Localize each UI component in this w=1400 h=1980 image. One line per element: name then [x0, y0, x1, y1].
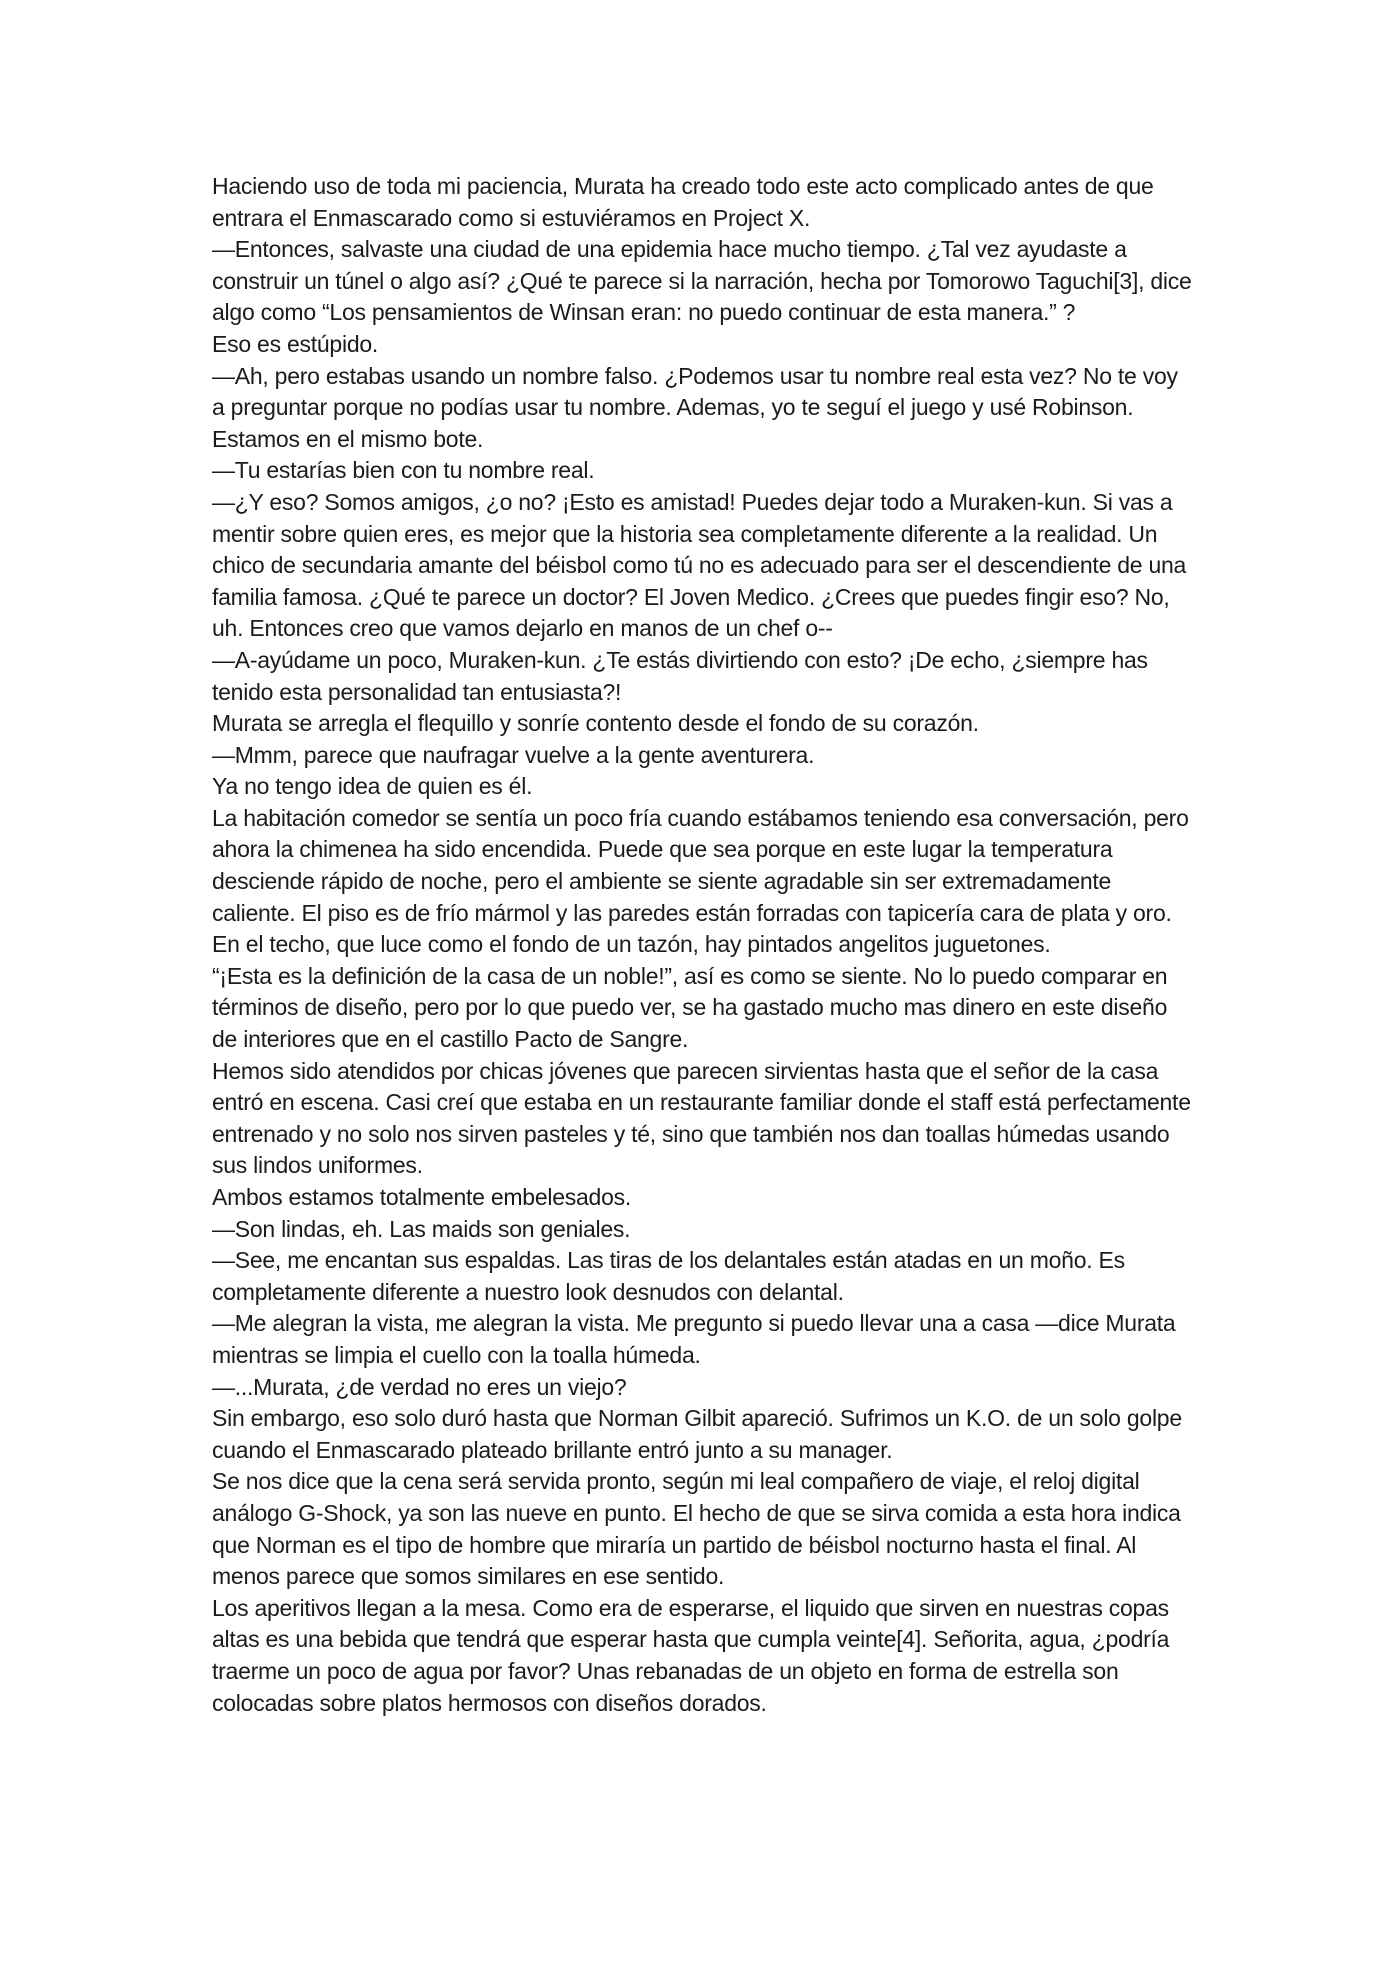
paragraph: Se nos dice que la cena será servida pronto, según mi leal compañero de viaje, el reloj digital análogo G-Shock, ya son las nueve en punto. El hecho de que se sirva comida a esta hora indica que Norman es el tipo de hombre que miraría un partido de béisbol nocturno hasta el final. Al menos parece que somos similares en ese sentido.: [212, 1468, 1181, 1590]
paragraph: —Son lindas, eh. Las maids son geniales.: [212, 1215, 631, 1242]
paragraph: Eso es estúpido.: [212, 330, 379, 357]
paragraph: Murata se arregla el flequillo y sonríe contento desde el fondo de su corazón.: [212, 710, 979, 737]
paragraph: Sin embargo, eso solo duró hasta que Norman Gilbit apareció. Sufrimos un K.O. de un solo golpe cuando el Enmascarado plateado brillante entró junto a su manager.: [212, 1405, 1182, 1463]
paragraph: Los aperitivos llegan a la mesa. Como era de esperarse, el liquido que sirven en nuestras copas altas es una bebida que tendrá que esperar hasta que cumpla veinte[4]. Señorita, agua, ¿podría traerme un poco de agua por favor? Unas rebanadas de un objeto en forma de estrella son colocadas sobre platos hermosos con diseños dorados.: [212, 1594, 1170, 1716]
paragraph: Ya no tengo idea de quien es él.: [212, 773, 533, 800]
paragraph: La habitación comedor se sentía un poco fría cuando estábamos teniendo esa conversación, pero ahora la chimenea ha sido encendida. Puede que sea porque en este lugar la temperatura desciende rápido de noche, pero el ambiente se siente agradable sin ser extremadamente caliente. El piso es de frío mármol y las paredes están forradas con tapicería cara de plata y oro. En el techo, que luce como el fondo de un tazón, hay pintados angelitos juguetones.: [212, 804, 1189, 958]
document-text: [212, 171, 1192, 1719]
paragraph: —Me alegran la vista, me alegran la vista. Me pregunto si puedo llevar una a casa —dice Murata mientras se limpia el cuello con la toalla húmeda.: [212, 1310, 1176, 1368]
paragraph: —Entonces, salvaste una ciudad de una epidemia hace mucho tiempo. ¿Tal vez ayudaste a construir un túnel o algo así? ¿Qué te parece si la narración, hecha por Tomorowo Taguchi[3], dice algo como “Los pensamientos de Winsan eran: no puedo continuar de esta manera.” ?: [212, 236, 1192, 326]
paragraph: —Mmm, parece que naufragar vuelve a la gente aventurera.: [212, 741, 815, 768]
paragraph: —...Murata, ¿de verdad no eres un viejo?: [212, 1373, 627, 1400]
paragraph: —Ah, pero estabas usando un nombre falso. ¿Podemos usar tu nombre real esta vez? No te voy a preguntar porque no podías usar tu nombre. Ademas, yo te seguí el juego y usé Robinson. Estamos en el mismo bote.: [212, 362, 1178, 452]
paragraph: —See, me encantan sus espaldas. Las tiras de los delantales están atadas en un moño. Es completamente diferente a nuestro look desnudos con delantal.: [212, 1247, 1125, 1305]
paragraph: Ambos estamos totalmente embelesados.: [212, 1184, 632, 1210]
paragraph: —¿Y eso? Somos amigos, ¿o no? ¡Esto es amistad! Puedes dejar todo a Muraken-kun. Si vas a mentir sobre quien eres, es mejor que la historia sea completamente diferente a la realidad. Un chico de secundaria amante del béisbol como tú no es adecuado para ser el descendiente de una familia famosa. ¿Qué te parece un doctor? El Joven Medico. ¿Crees que puedes fingir eso? No, uh. Entonces creo que vamos dejarlo en manos de un chef o--: [212, 488, 1187, 642]
paragraph: Haciendo uso de toda mi paciencia, Murata ha creado todo este acto complicado antes de que entrara el Enmascarado como si estuviéramos en Project X.: [212, 173, 1154, 231]
paragraph: Hemos sido atendidos por chicas jóvenes que parecen sirvientas hasta que el señor de la casa entró en escena. Casi creí que estaba en un restaurante familiar donde el staff está perfectamente entrenado y no solo nos sirven pasteles y té, sino que también nos dan toallas húmedas usando sus lindos uniformes.: [212, 1057, 1191, 1179]
paragraph: —Tu estarías bien con tu nombre real.: [212, 457, 595, 484]
paragraph: —A-ayúdame un poco, Muraken-kun. ¿Te estás divirtiendo con esto? ¡De echo, ¿siempre has tenido esta personalidad tan entusiasta?!: [212, 646, 1148, 705]
paragraph: “¡Esta es la definición de la casa de un noble!”, así es como se siente. No lo puedo comparar en términos de diseño, pero por lo que puedo ver, se ha gastado mucho mas dinero en este diseño de interiores que en el castillo Pacto de Sangre.: [212, 962, 1168, 1053]
